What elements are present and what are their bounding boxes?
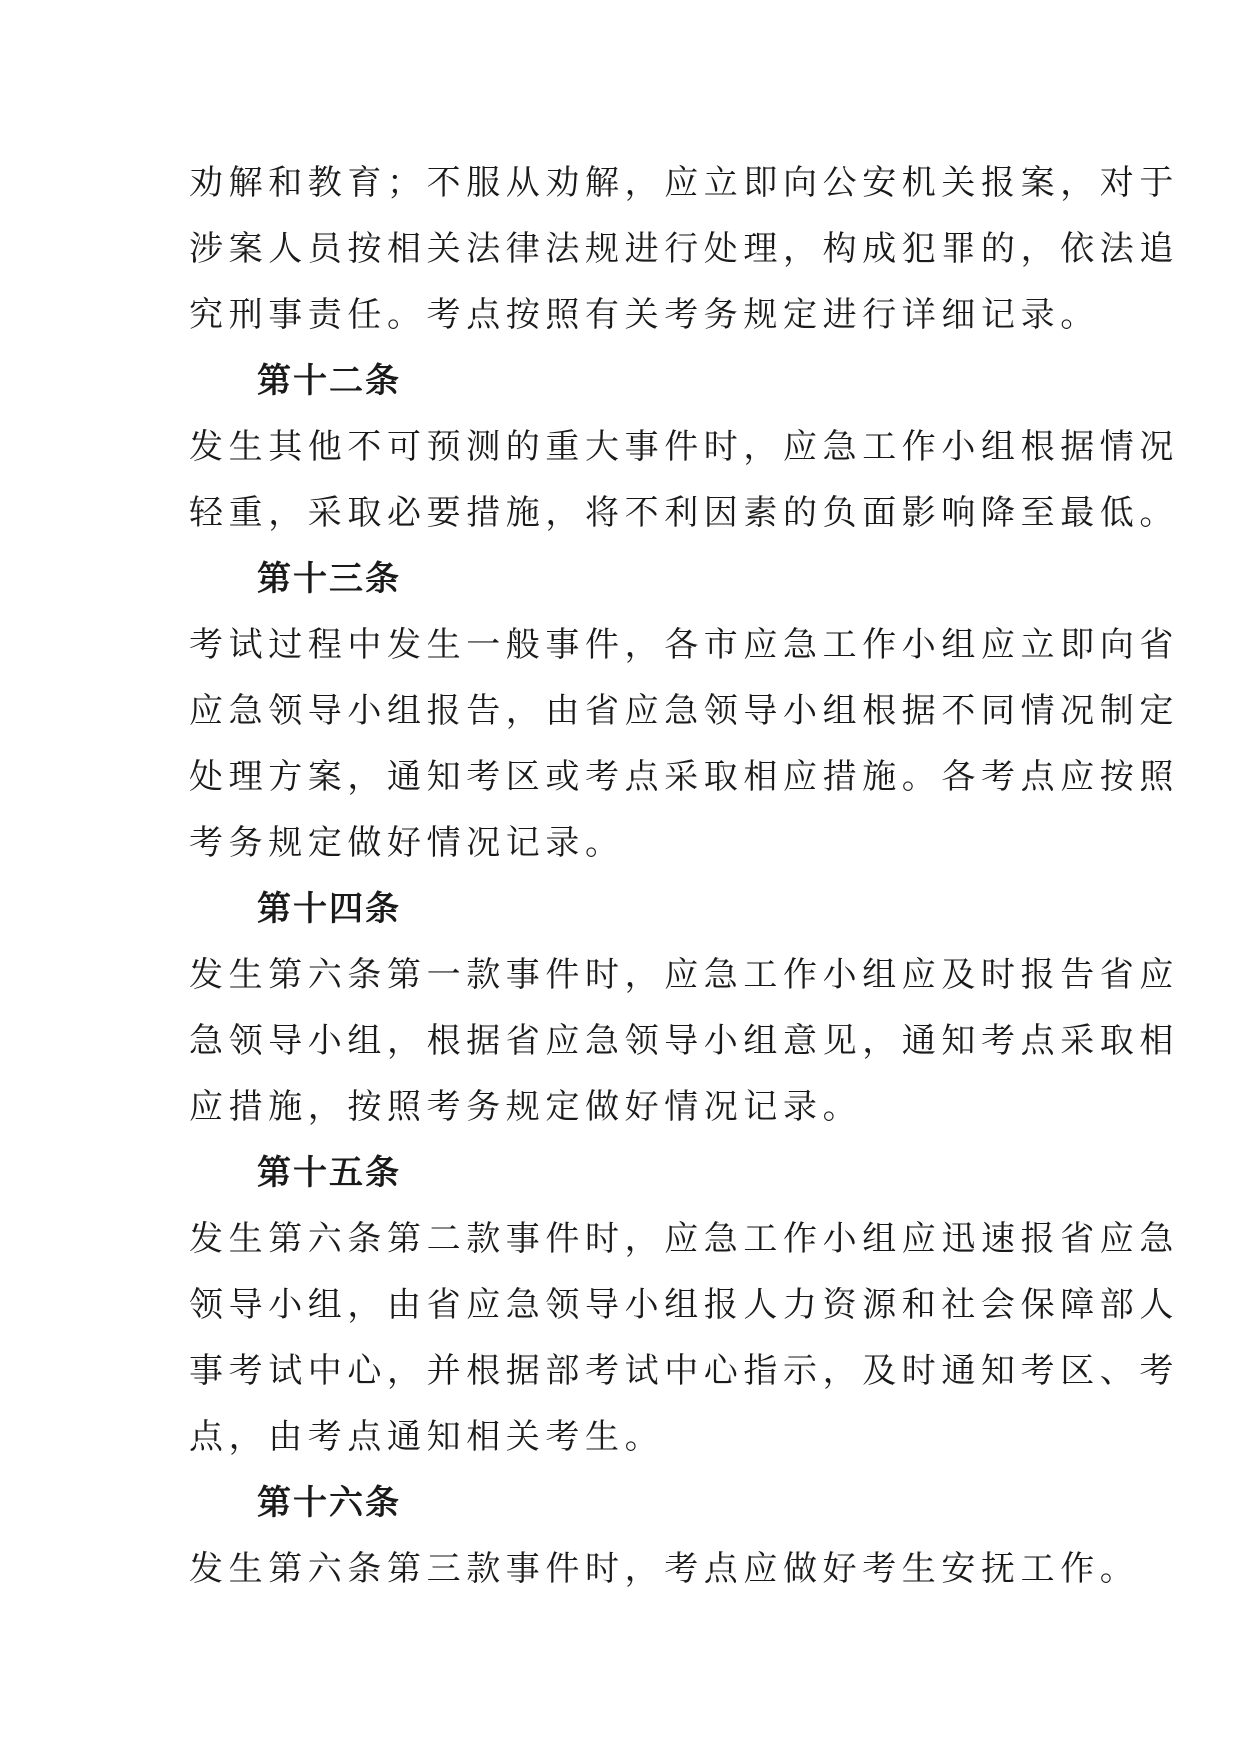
text-line: 应急领导小组报告，由省应急领导小组根据不同情况制定: [189, 691, 1179, 731]
text-line: 考试过程中发生一般事件，各市应急工作小组应立即向省: [189, 625, 1179, 665]
article-heading: 第十五条: [257, 1153, 401, 1193]
text-line: 考务规定做好情况记录。: [189, 823, 625, 863]
text-line: 劝解和教育；不服从劝解，应立即向公安机关报案，对于: [189, 163, 1179, 203]
article-heading: 第十六条: [257, 1483, 401, 1523]
intro-paragraph: [189, 150, 1179, 348]
text-line: 究刑事责任。考点按照有关考务规定进行详细记录。: [189, 295, 1100, 335]
article-12: [189, 348, 1179, 546]
article-heading: 第十二条: [257, 361, 401, 401]
text-line: 轻重，采取必要措施，将不利因素的负面影响降至最低。: [189, 493, 1179, 533]
text-line: 领导小组，由省应急领导小组报人力资源和社会保障部人: [189, 1285, 1179, 1325]
text-line: 点，由考点通知相关考生。: [189, 1417, 665, 1457]
article-16: [189, 1470, 1140, 1602]
text-line: 急领导小组，根据省应急领导小组意见，通知考点采取相: [189, 1021, 1179, 1061]
article-14: [189, 876, 1179, 1140]
article-heading: 第十四条: [257, 889, 401, 929]
text-line: 事考试中心，并根据部考试中心指示，及时通知考区、考: [189, 1351, 1179, 1391]
article-15: [189, 1140, 1179, 1470]
text-line: 涉案人员按相关法律法规进行处理，构成犯罪的，依法追: [189, 229, 1179, 269]
document-page: [189, 150, 1179, 1602]
article-heading: 第十三条: [257, 559, 401, 599]
text-line: 处理方案，通知考区或考点采取相应措施。各考点应按照: [189, 757, 1179, 797]
text-line: 发生第六条第二款事件时，应急工作小组应迅速报省应急: [189, 1219, 1179, 1259]
text-line: 发生第六条第一款事件时，应急工作小组应及时报告省应: [189, 955, 1179, 995]
text-line: 发生其他不可预测的重大事件时，应急工作小组根据情况: [189, 427, 1179, 467]
text-line: 发生第六条第三款事件时，考点应做好考生安抚工作。: [189, 1549, 1140, 1589]
article-13: [189, 546, 1179, 876]
text-line: 应措施，按照考务规定做好情况记录。: [189, 1087, 863, 1127]
